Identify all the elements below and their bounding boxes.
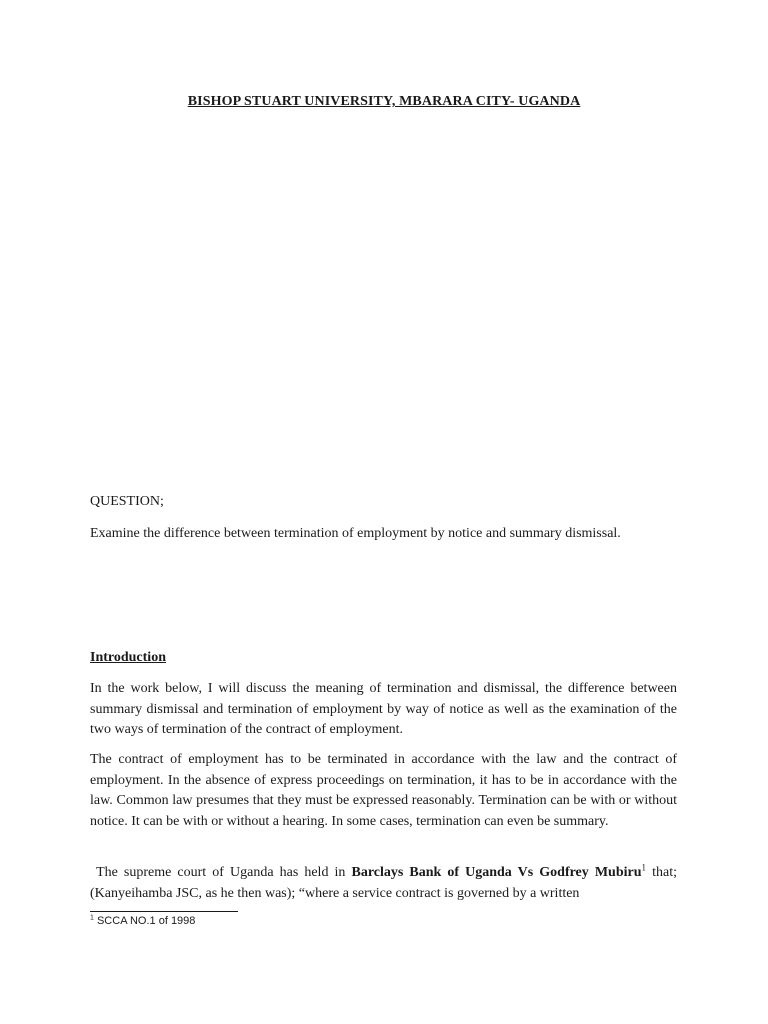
document-title: BISHOP STUART UNIVERSITY, MBARARA CITY- UGANDA [187, 94, 581, 109]
introduction-heading: Introduction [90, 650, 166, 665]
footnote-text: SCCA NO.1 of 1998 [96, 915, 196, 927]
question-text: Examine the difference between termination of employment by notice and summary dismissal. [90, 526, 621, 541]
paragraph-case-lead: The supreme court of Uganda has held in [96, 865, 346, 880]
paragraph-intro: In the work below, I will discuss the meaning of termination and dismissal, the difference between summary dismissal and termination of employment by way of notice as well as the examination of the two ways of termination of the contract of employment. [90, 681, 677, 738]
footnote-reference[interactable]: 1 [641, 862, 647, 873]
footnote-number: 1 [90, 914, 94, 922]
case-name: Barclays Bank of Uganda Vs Godfrey Mubiru [351, 865, 642, 880]
paragraph-contract: The contract of employment has to be terminated in accordance with the law and the contract of employment. In the absence of express proceedings on termination, it has to be in accordance with the law. Common law presumes that they must be expressed reasonably. Termination can be with or without notice. It can be with or without a hearing. In some cases, termination can even be summary. [90, 752, 677, 829]
footnote [90, 915, 195, 927]
footnote-divider [90, 911, 238, 912]
paragraph-case [90, 863, 677, 904]
paragraph-case-rest: that; (Kanyeihamba JSC, as he then was); “where a service contract is governed by a written [90, 865, 677, 901]
question-label: QUESTION; [90, 494, 164, 509]
